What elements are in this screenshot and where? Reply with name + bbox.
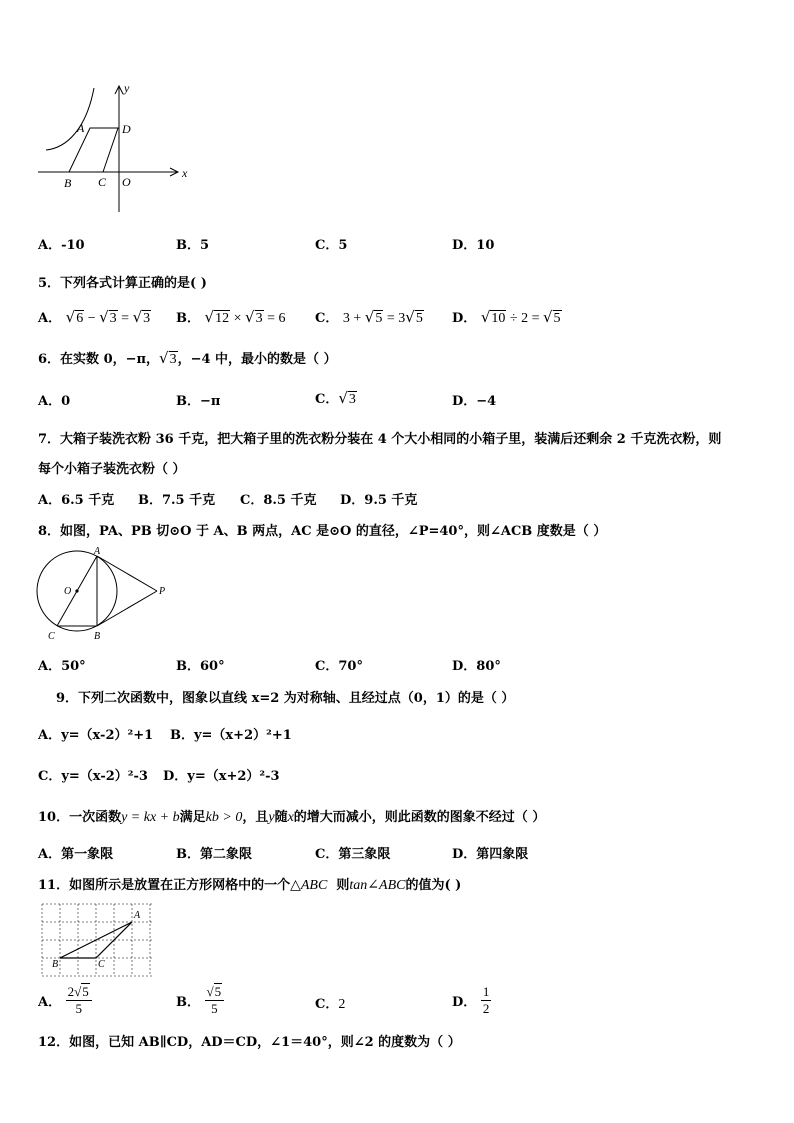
option-label: D． — [452, 311, 477, 326]
q7-option-b[interactable]: B．7.5 千克 — [138, 493, 216, 508]
q6-option-b[interactable]: B．−π — [176, 394, 221, 409]
q5-stem: 5．下列各式计算正确的是( ) — [38, 276, 207, 291]
point-d-label: D — [122, 122, 131, 136]
point-a-label: A — [77, 121, 85, 135]
radicand: 5 — [82, 984, 89, 999]
variable-x: x — [287, 810, 294, 825]
sqrt-expression: √5 — [74, 984, 89, 999]
q7-stem-line2: 每个小箱子装洗衣粉（ ） — [38, 462, 186, 477]
q10-option-c[interactable]: C．第三象限 — [315, 847, 391, 862]
sqrt-expression: √3 — [132, 308, 151, 326]
q4-option-d[interactable]: D．10 — [452, 238, 495, 253]
stem-text: 的值为( ) — [405, 878, 462, 893]
radicand: 3 — [109, 311, 117, 326]
q4-figure — [30, 80, 200, 220]
stem-text: 随 — [274, 810, 288, 825]
option-label: B． — [176, 995, 200, 1010]
option-label: B． — [176, 311, 200, 326]
radicand: 5 — [214, 984, 222, 999]
q5-option-a[interactable]: A． √6 − √3 = √3 — [38, 308, 151, 326]
q6-option-d[interactable]: D．−4 — [452, 394, 497, 409]
radicand: 3 — [348, 392, 356, 407]
q9-option-c[interactable]: C．y=（x-2）²-3 — [38, 769, 148, 784]
radicand: 5 — [553, 311, 561, 326]
q5-option-b[interactable]: B． √12 × √3 = 6 — [176, 308, 286, 326]
radicand: 5 — [415, 311, 423, 326]
option-label: C． — [315, 311, 339, 326]
divisor: 2 — [521, 311, 529, 326]
q10-option-d[interactable]: D．第四象限 — [452, 847, 529, 862]
q6-option-c[interactable] — [315, 388, 357, 408]
point-b-label: B — [52, 959, 59, 970]
option-label: C． — [315, 392, 339, 407]
x-axis-label: x — [182, 166, 188, 180]
denominator: 5 — [211, 1001, 218, 1016]
q8-option-b[interactable]: B．60° — [176, 659, 225, 674]
term: 3 — [342, 311, 350, 326]
triangle-symbol: △ABC — [290, 878, 328, 893]
q5-option-d[interactable]: D． √10 ÷ 2 = √5 — [452, 308, 561, 326]
option-label: C． — [315, 997, 339, 1012]
q11-grid-figure — [38, 900, 156, 980]
sqrt-expression: √5 — [405, 308, 423, 326]
q7-option-c[interactable]: C．8.5 千克 — [240, 493, 317, 508]
sqrt-expression: √3 — [99, 308, 117, 326]
point-o-label: O — [64, 586, 72, 597]
tan-expression: tan∠ABC — [349, 878, 406, 893]
point-c-label: C — [98, 175, 107, 189]
q7-option-a[interactable]: A．6.5 千克 — [38, 493, 115, 508]
point-c-label: C — [98, 959, 105, 970]
q11-stem — [38, 874, 461, 894]
option-label: A． — [38, 311, 62, 326]
q5-option-c[interactable]: C． 3 + √5 = 3√5 — [315, 308, 423, 326]
stem-text: 11．如图所示是放置在正方形网格中的一个 — [38, 878, 291, 893]
q11-option-a[interactable] — [38, 984, 92, 1017]
value: 2 — [338, 997, 346, 1012]
denominator: 5 — [75, 1001, 82, 1016]
sqrt-expression: √6 — [65, 308, 84, 326]
q4-option-a[interactable]: A．-10 — [38, 238, 85, 253]
stem-text: 6．在实数 0，−π， — [38, 352, 160, 367]
option-label: D． — [452, 995, 477, 1010]
sqrt-expression: √10 — [480, 308, 506, 326]
point-b-label: B — [94, 631, 101, 642]
q9-option-a[interactable]: A．y=（x-2）²+1 — [38, 728, 154, 743]
q6-stem — [38, 348, 337, 368]
q8-option-d[interactable]: D．80° — [452, 659, 501, 674]
stem-text: 的增大而减小，则此函数的图象不经过（ ） — [293, 810, 546, 825]
q7-stem-line1: 7．大箱子装洗衣粉 36 千克，把大箱子里的洗衣粉分装在 4 个大小相同的小箱子里，装满后还剩余 2 千克洗衣粉，则 — [38, 432, 722, 447]
q6-option-a[interactable]: A．0 — [38, 394, 71, 409]
point-a-label: A — [94, 546, 101, 557]
q8-stem: 8．如图，PA、PB 切⊙O 于 A、B 两点，AC 是⊙O 的直径，∠P=40°，则∠ACB 度数是（ ） — [38, 524, 607, 539]
q7-option-d[interactable]: D．9.5 千克 — [340, 493, 418, 508]
stem-text: 则 — [336, 878, 350, 893]
q12-stem: 12．如图，已知 AB∥CD，AD＝CD，∠1＝40°，则∠2 的度数为（ ） — [38, 1035, 461, 1050]
point-a-label: A — [134, 910, 141, 921]
sqrt-expression: √3 — [338, 389, 356, 407]
radicand: 3 — [255, 311, 263, 326]
stem-text: 10．一次函数 — [38, 810, 122, 825]
point-o-label: O — [122, 175, 131, 189]
denominator: 2 — [482, 1001, 490, 1016]
q8-option-a[interactable]: A．50° — [38, 659, 86, 674]
point-b-label: B — [64, 176, 72, 190]
q8-figure — [30, 543, 175, 645]
condition: kb > 0 — [205, 810, 243, 825]
sqrt-expression: √3 — [159, 349, 177, 367]
numerator: 1 — [482, 984, 490, 999]
radicand: 3 — [143, 311, 151, 326]
linear-function: y = kx + b — [121, 810, 180, 825]
radicand: 12 — [215, 311, 230, 326]
coefficient: 3 — [398, 311, 406, 326]
q10-option-b[interactable]: B．第二象限 — [176, 847, 252, 862]
q11-option-c[interactable] — [315, 993, 345, 1013]
q4-option-c[interactable]: C．5 — [315, 238, 348, 253]
fraction — [481, 984, 492, 1017]
variable-y: y — [268, 810, 275, 825]
q9-stem: 9．下列二次函数中，图象以直线 x=2 为对称轴、且经过点（0，1）的是（ ） — [56, 691, 515, 706]
q11-option-d[interactable] — [452, 984, 491, 1017]
q9-option-b[interactable]: B．y=（x+2）²+1 — [170, 728, 292, 743]
q10-option-a[interactable]: A．第一象限 — [38, 847, 114, 862]
radicand: 5 — [375, 311, 383, 326]
y-axis-label: y — [124, 81, 130, 95]
point-p-label: P — [159, 586, 166, 597]
option-label: A． — [38, 995, 62, 1010]
sqrt-expression: √12 — [204, 308, 230, 326]
sqrt-expression: √3 — [245, 308, 263, 326]
q4-option-b[interactable]: B．5 — [176, 238, 210, 253]
q9-option-d[interactable]: D．y=（x+2）²-3 — [163, 769, 280, 784]
sqrt-expression: √5 — [364, 308, 383, 326]
numerator-coefficient: 2 — [67, 984, 75, 999]
sqrt-expression: √5 — [542, 308, 561, 326]
q11-option-b[interactable] — [176, 984, 224, 1017]
result-value: 6 — [278, 311, 286, 326]
radicand: 3 — [169, 352, 177, 367]
radicand: 6 — [76, 311, 84, 326]
sqrt-expression: √5 — [206, 984, 222, 999]
fraction — [205, 984, 225, 1017]
stem-text: 满足 — [179, 810, 206, 825]
stem-text: ，−4 中，最小的数是（ ） — [177, 352, 337, 367]
radicand: 10 — [491, 311, 506, 326]
fraction — [66, 984, 92, 1017]
stem-text: ，且 — [242, 810, 269, 825]
point-c-label: C — [48, 631, 55, 642]
q8-option-c[interactable]: C．70° — [315, 659, 363, 674]
q10-stem — [38, 806, 545, 826]
